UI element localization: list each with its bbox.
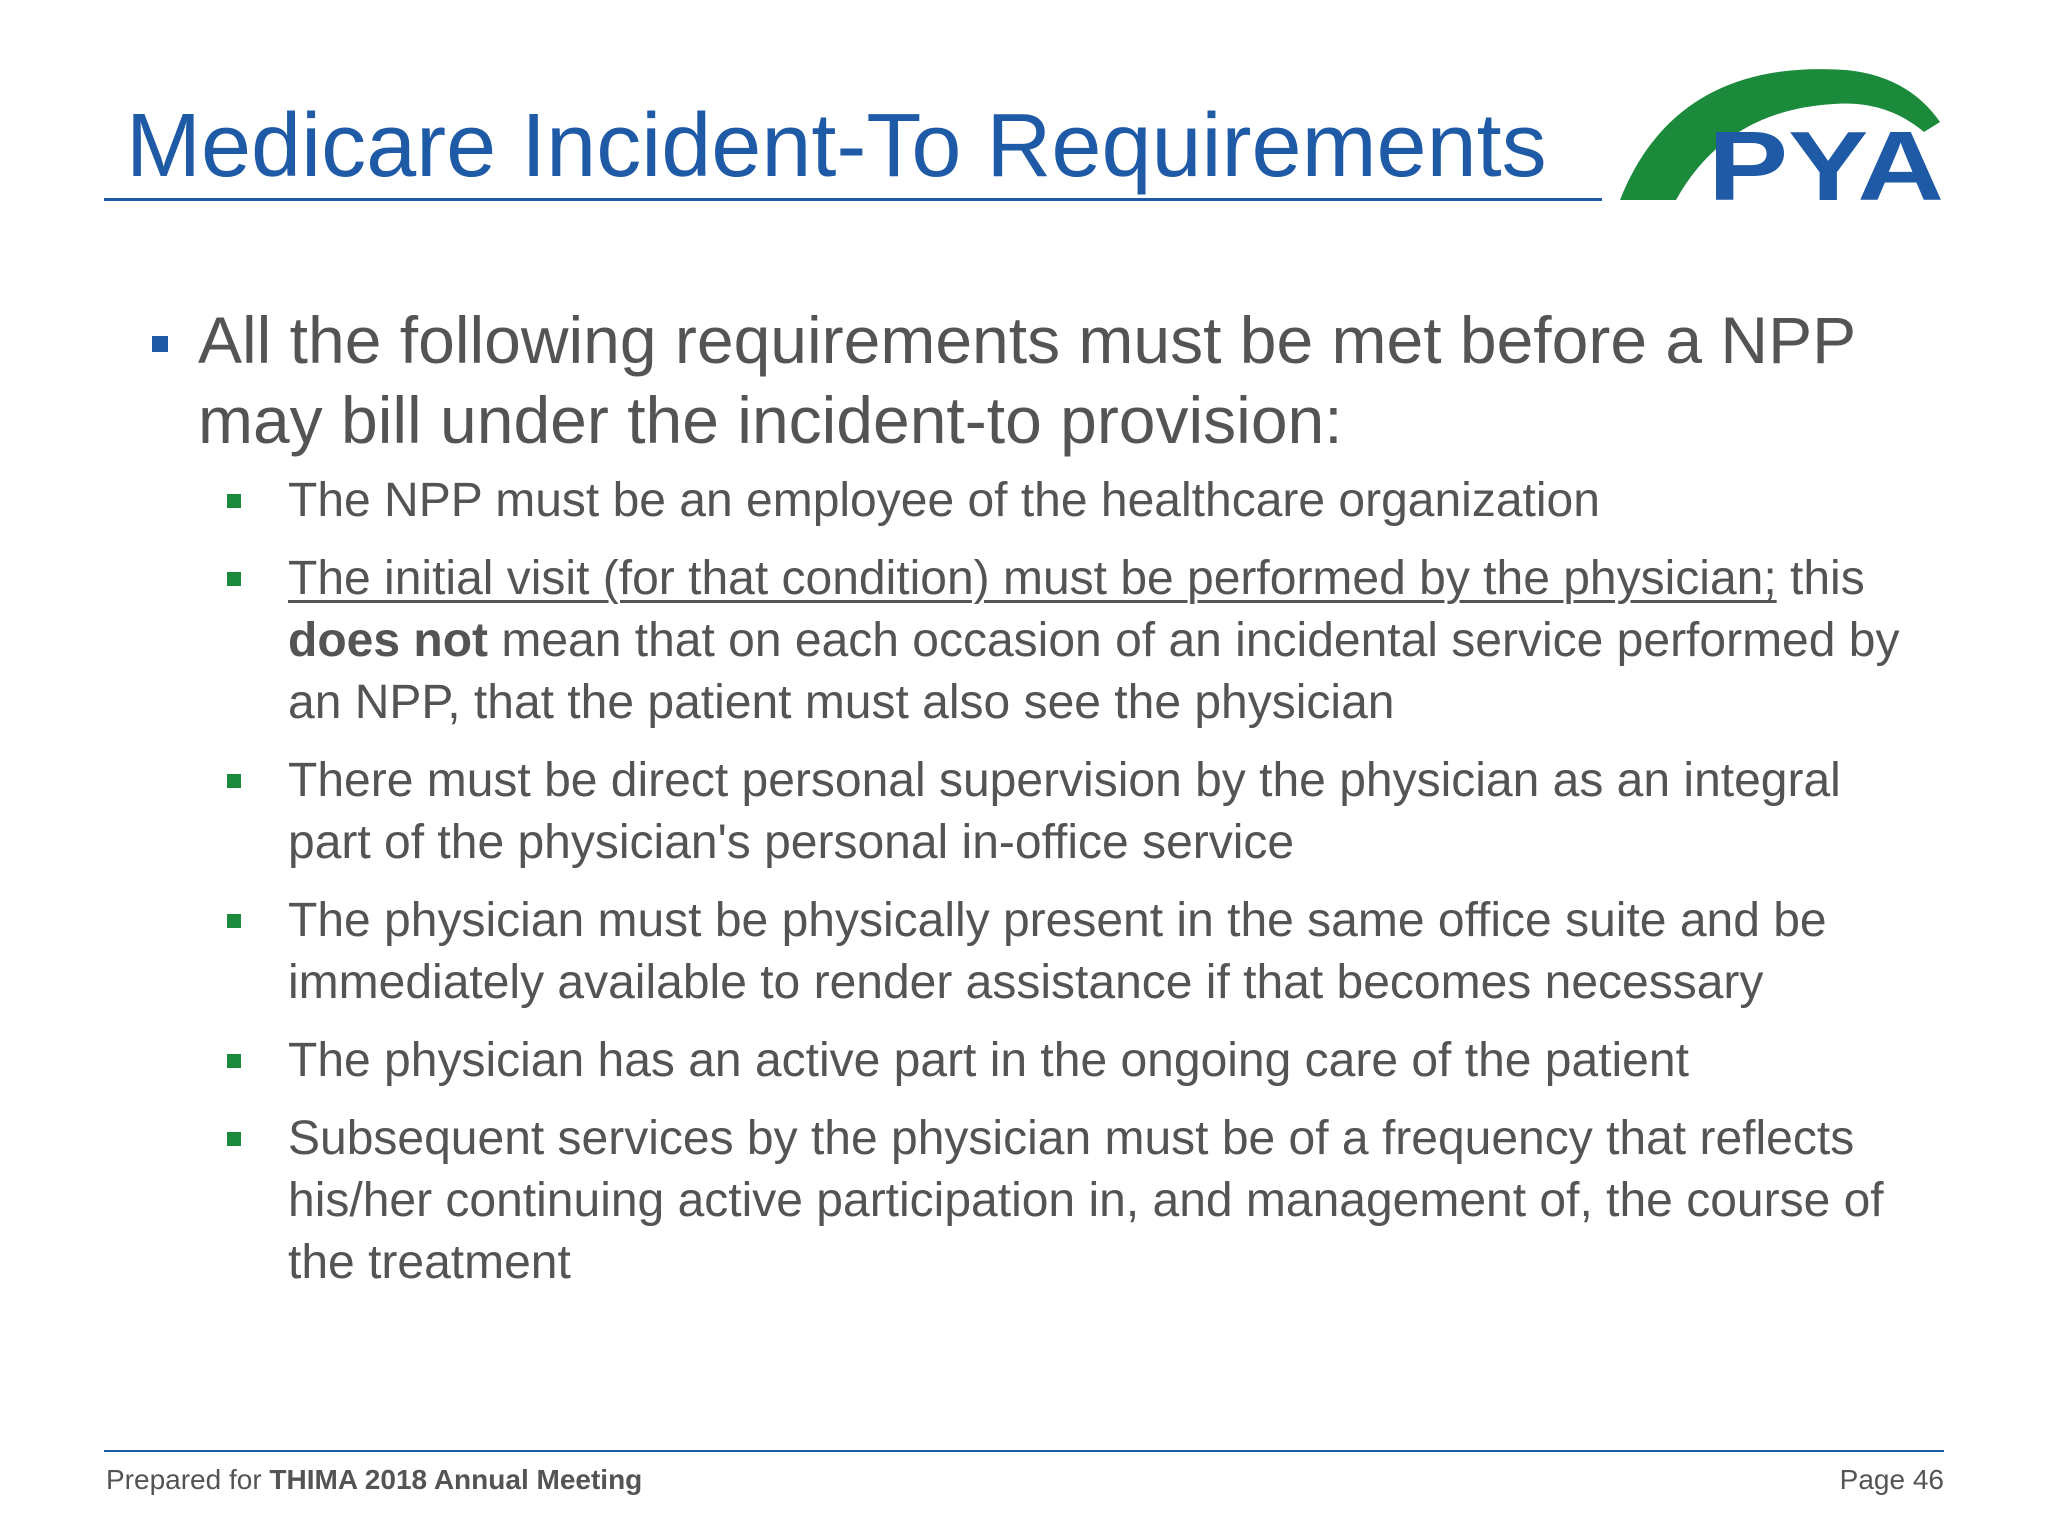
sub-bullet-text: The NPP must be an employee of the healthcare organization [288,474,1600,527]
sub-bullet-underlined-text: The initial visit (for that condition) must be performed by the physician; [288,552,1777,605]
square-bullet-icon [227,494,241,508]
sub-bullet-text: The physician has an active part in the ongoing care of the patient [288,1034,1689,1087]
footer-prepared-for [106,1462,642,1498]
footer-divider [104,1450,1944,1452]
pya-logo [1616,64,1946,204]
square-bullet-icon [227,914,241,928]
sub-bullet-text: There must be direct personal supervision by the physician as an integral part of the physician's personal in-office service [288,754,1841,869]
page-number: Page 46 [1839,1464,1944,1495]
square-bullet-icon [152,336,168,352]
sub-bullet-5 [150,1030,1930,1092]
sub-bullet-text-pre: this [1776,552,1865,605]
sub-bullet-6 [150,1108,1930,1294]
sub-bullet-1 [150,470,1930,532]
sub-bullet-bold-text: does not [288,614,488,667]
footer-event-name: THIMA 2018 Annual Meeting [269,1464,643,1495]
sub-bullet-text-post: mean that on each occasion of an incidental service performed by an NPP, that the patient must also see the physician [288,614,1900,729]
title-divider [104,198,1602,201]
sub-bullet-text: The physician must be physically present in the same office suite and be immediately available to render assistance if that becomes necessary [288,894,1827,1009]
sub-bullet-3 [150,750,1930,874]
square-bullet-icon [227,572,241,586]
main-bullet [150,300,1930,460]
logo-text: PYA [1708,111,1944,204]
square-bullet-icon [227,774,241,788]
sub-bullet-text: Subsequent services by the physician must be of a frequency that reflects his/her continuing active participation in, and management of, the course of the treatment [288,1112,1884,1289]
square-bullet-icon [227,1132,241,1146]
main-bullet-text: All the following requirements must be met before a NPP may bill under the incident-to provision: [198,303,1855,457]
slide-content [150,300,1930,1310]
sub-bullet-4 [150,890,1930,1014]
square-bullet-icon [227,1054,241,1068]
footer-prepared-label: Prepared for [106,1464,262,1495]
slide-title: Medicare Incident-To Requirements [126,96,1547,196]
sub-bullet-2 [150,548,1930,734]
